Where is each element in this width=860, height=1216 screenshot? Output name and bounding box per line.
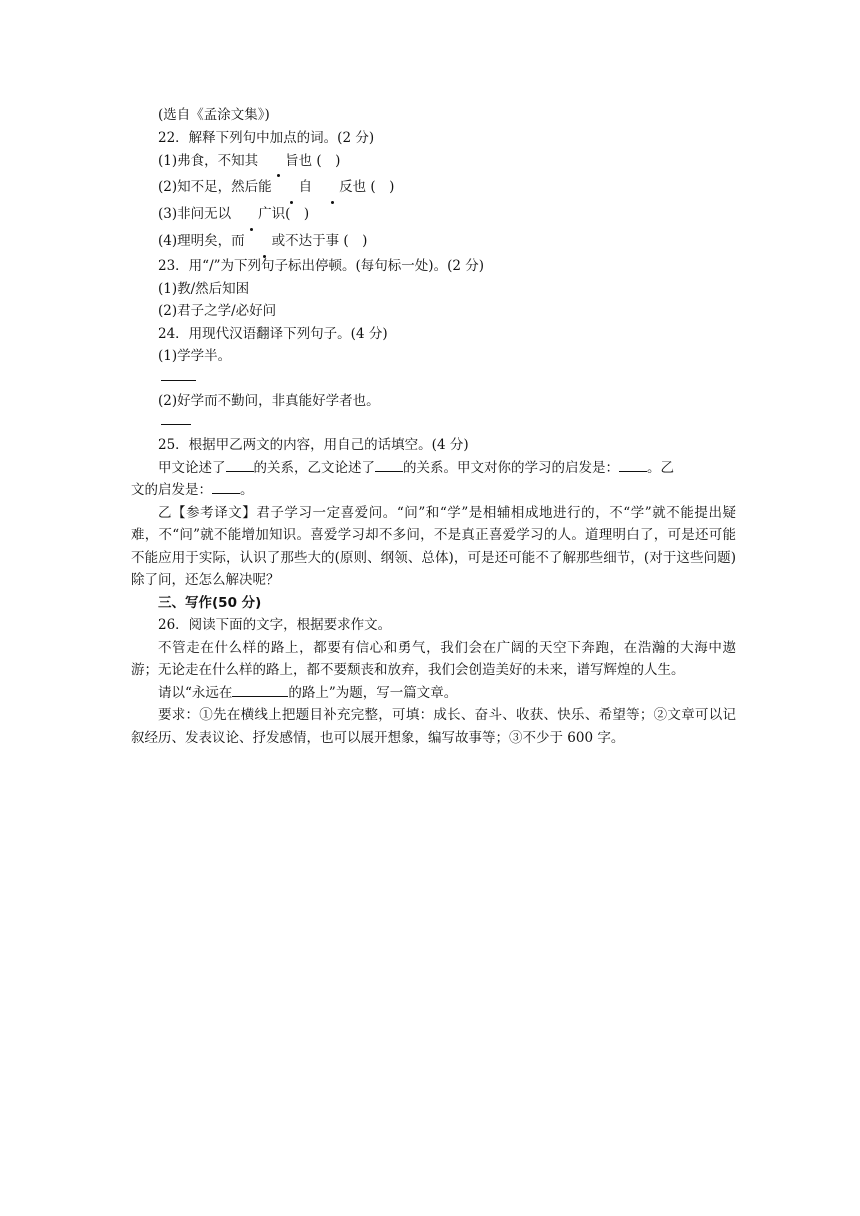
q25-blank-4[interactable] <box>212 479 240 494</box>
q25-text-3: 的关系。甲文对你的学习的启发是： <box>403 459 619 476</box>
q22-item-3 <box>131 201 736 228</box>
q22-3-blank: 识( ) <box>271 206 310 222</box>
q24-item-2: (2)好学而不勤问，非真能好学者也。 <box>158 392 380 409</box>
question-22: 22．解释下列句中加点的词。(2 分) <box>158 129 375 146</box>
title-text-1: 请以“永远在 <box>158 684 233 701</box>
q22-1-blank: 也 ( ) <box>298 153 341 169</box>
q22-item-2 <box>131 174 736 201</box>
q22-item-4 <box>131 228 736 255</box>
q23-item-2: (2)君子之学/必好问 <box>158 303 277 319</box>
q22-4-text: (4)理明矣，而 <box>158 233 245 249</box>
q23-item-1: (1)教/然后知困 <box>158 280 250 297</box>
title-text-2: 的路上”为题，写一篇文章。 <box>288 684 458 701</box>
q24-1-answer-line[interactable] <box>131 368 736 390</box>
q22-1-text: (1)弗食，不知其 <box>158 153 259 169</box>
dotted-char: 或 <box>245 228 286 255</box>
dotted-char: 自 <box>272 174 313 201</box>
q25-text-4: 。乙 <box>647 459 674 476</box>
q22-item-1 <box>131 149 736 174</box>
q25-text-2: 的关系，乙文论述了 <box>253 459 375 476</box>
q22-2-text: (2)知不足，然后能 <box>158 179 272 195</box>
q25-fill-line-2 <box>131 479 736 502</box>
q25-text-6: 。 <box>240 482 254 498</box>
q25-blank-3[interactable] <box>619 457 647 472</box>
q24-item-1: (1)学学半。 <box>158 348 232 364</box>
dotted-char: 旨 <box>258 149 299 174</box>
question-25: 25．根据甲乙两文的内容，用自己的话填空。(4 分) <box>158 437 469 453</box>
document-page <box>131 104 736 749</box>
section-heading-writing: 三、写作(50 分) <box>158 594 262 611</box>
dotted-char: 反 <box>312 174 353 201</box>
q25-fill-line-1 <box>131 457 736 480</box>
essay-title-line <box>131 682 736 705</box>
question-24: 24．用现代汉语翻译下列句子。(4 分) <box>158 325 388 342</box>
essay-requirements: 要求：①先在横线上把题目补充完整，可填：成长、奋斗、收获、快乐、希望等；②文章可以记叙经历、发表议论、抒发感情，也可以展开想象，编写故事等；③不少于 600 字。 <box>131 707 736 746</box>
reference-translation: 乙【参考译文】君子学习一定喜爱问。“问”和“学”是相辅相成地进行的，不“学”就不能提出疑难，不“问”就不能增加知识。喜爱学习却不多问，不是真正喜爱学习的人。道理明白了，可是还可能不能应用于实际，认识了那些大的(原则、纲领、总体)，可是还可能不了解那些细节，(对于这些问题)除了问，还怎么解决呢？ <box>131 504 736 588</box>
q22-4-blank: 不达于事 ( ) <box>285 233 368 249</box>
q25-text-5: 文的启发是： <box>131 482 212 498</box>
q24-2-answer-line[interactable] <box>131 412 736 434</box>
question-26: 26．阅读下面的文字，根据要求作文。 <box>158 617 392 633</box>
q25-blank-2[interactable] <box>375 457 403 472</box>
title-blank[interactable] <box>232 682 288 697</box>
source-line: (选自《孟涂文集》) <box>158 107 270 123</box>
writing-prompt: 不管走在什么样的路上，都要有信心和勇气，我们会在广阔的天空下奔跑，在浩瀚的大海中遨游；无论走在什么样的路上，都不要颓丧和放弃，我们会创造美好的未来，谱写辉煌的人生。 <box>131 639 736 678</box>
q25-text-1: 甲文论述了 <box>158 459 226 476</box>
q25-blank-1[interactable] <box>226 457 254 472</box>
q22-3-text: (3)非问无以 <box>158 206 232 222</box>
question-23: 23．用“/”为下列句子标出停顿。(每句标一处)。(2 分) <box>158 258 484 274</box>
q22-2-blank: 也 ( ) <box>352 179 395 195</box>
dotted-char: 广 <box>231 201 272 228</box>
